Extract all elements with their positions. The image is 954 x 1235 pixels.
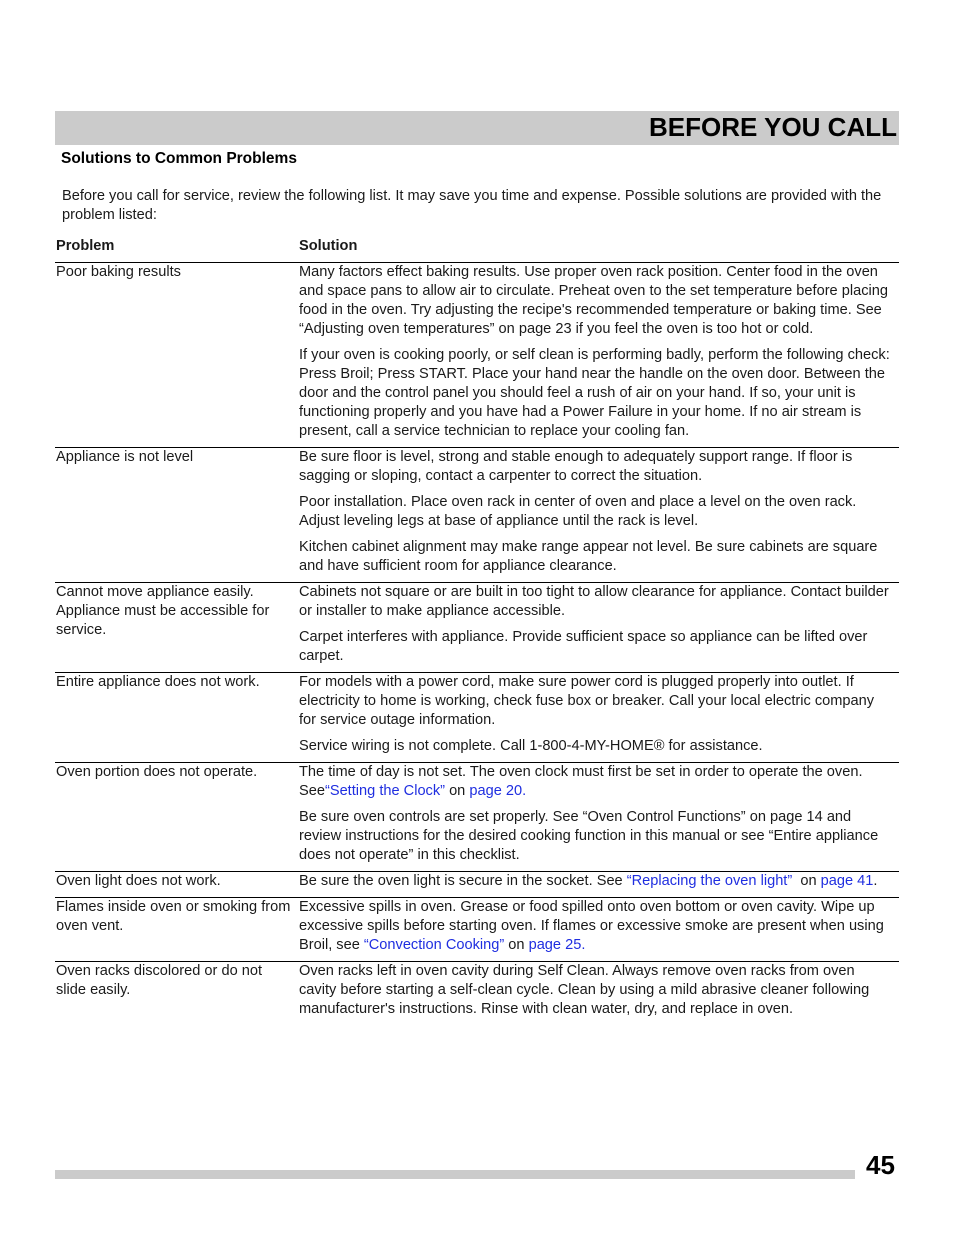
solution-text — [299, 763, 895, 801]
solution-text — [299, 898, 895, 955]
page-41-link[interactable]: page 41 — [820, 873, 874, 889]
page-25-link[interactable]: page 25. — [528, 937, 586, 953]
solution-text: Oven racks left in oven cavity during Self Clean. Always remove oven racks from oven cavity before starting a self-clean cycle. Clean by using a mild abrasive cleaner following manufacturer's instructions. Rinse with clean water, dry, and replace in oven. — [299, 963, 870, 1017]
column-header-solution: Solution — [299, 238, 358, 254]
table-row — [55, 763, 899, 872]
solution-text: If your oven is cooking poorly, or self clean is performing badly, perform the following check: Press Broil; Press START. Place your hand near the handle on the oven door. Between the door and the control panel you should feel a rush of air on your hand. If so, your unit is functioning properly and you have had a Power Failure in your home. If no air stream is present, call a service technician to replace your cooling fan. — [299, 347, 890, 439]
convection-cooking-link[interactable]: “Convection Cooking” — [363, 937, 505, 953]
page-title: BEFORE YOU CALL — [649, 112, 897, 142]
solution-text-part: The time of day is not set. The oven clock must first be set in order to operate the oven. See — [299, 764, 863, 799]
solution-text: Be sure oven controls are set properly. See “Oven Control Functions” on page 14 and review instructions for the desired cooking function in this manual or see “Entire appliance does not operate” in this checklist. — [299, 809, 879, 863]
solution-text: Many factors effect baking results. Use proper oven rack position. Center food in the oven and space pans to allow air to circulate. Preheat oven to the set temperature before placing food in the oven. Try adjusting the recipe's recommended temperature or baking time. See “Adjusting oven temperatures” on page 23 if you feel the oven is too hot or cold. — [299, 264, 888, 337]
problem-cell: Poor baking results — [56, 264, 181, 280]
solution-text-part: on — [445, 783, 470, 799]
column-header-problem: Problem — [56, 238, 115, 254]
title-bar — [55, 111, 899, 145]
solution-cell — [299, 872, 899, 897]
solution-text-part: Be sure the oven light is secure in the socket. See — [299, 873, 627, 889]
solution-cell — [299, 898, 899, 961]
solution-cell — [299, 763, 899, 871]
replacing-oven-light-link[interactable]: “Replacing the oven light” — [626, 873, 793, 889]
solution-text-part: Excessive spills in oven. Grease or food spilled onto oven bottom or oven cavity. Wipe up excessive spills before starting oven. If flames or excessive smoke are present when using Broil, see — [299, 899, 884, 953]
solution-text-part: on — [792, 873, 821, 889]
solution-text: Cabinets not square or are built in too tight to allow clearance for appliance. Contact builder or installer to make appliance accessible. — [299, 584, 889, 619]
table-row — [55, 583, 899, 673]
problem-cell: Entire appliance does not work. — [56, 674, 260, 690]
setting-the-clock-link[interactable]: “Setting the Clock” — [324, 783, 446, 799]
troubleshooting-table — [55, 236, 899, 1025]
solution-cell — [299, 448, 899, 582]
solution-cell — [299, 263, 899, 447]
table-row — [55, 263, 899, 448]
solution-cell — [299, 962, 899, 1025]
solution-text: Kitchen cabinet alignment may make range appear not level. Be sure cabinets are square and have sufficient room for appliance clearance. — [299, 539, 878, 574]
table-row — [55, 673, 899, 763]
problem-cell: Flames inside oven or smoking from oven vent. — [56, 899, 291, 934]
problem-cell: Oven light does not work. — [56, 873, 221, 889]
table-row — [55, 872, 899, 898]
problem-cell: Oven portion does not operate. — [56, 764, 258, 780]
table-row — [55, 898, 899, 962]
page-number: 45 — [866, 1150, 895, 1180]
footer-bar — [55, 1170, 855, 1179]
solution-text: Be sure floor is level, strong and stable enough to adequately support range. If floor is sagging or sloping, contact a carpenter to correct the situation. — [299, 449, 853, 484]
table-row — [55, 448, 899, 583]
solution-text-part: . — [873, 873, 878, 889]
solution-cell — [299, 673, 899, 762]
table-header — [55, 236, 899, 263]
solution-text — [299, 872, 895, 891]
section-heading: Solutions to Common Problems — [61, 150, 297, 167]
solution-text: Poor installation. Place oven rack in center of oven and place a level on the oven rack. Adjust leveling legs at base of appliance until the rack is level. — [299, 494, 857, 529]
solution-text: For models with a power cord, make sure power cord is plugged properly into outlet. If electricity to home is working, check fuse box or breaker. Call your local electric company for service outage information. — [299, 674, 875, 728]
solution-text: Service wiring is not complete. Call 1-800-4-MY-HOME® for assistance. — [299, 738, 763, 754]
problem-cell: Appliance is not level — [56, 449, 194, 465]
solution-text: Carpet interferes with appliance. Provide sufficient space so appliance can be lifted over carpet. — [299, 629, 868, 664]
problem-cell: Oven racks discolored or do not slide easily. — [56, 963, 263, 998]
intro-paragraph: Before you call for service, review the following list. It may save you time and expense. Possible solutions are provided with the problem listed: — [62, 188, 882, 223]
solution-cell — [299, 583, 899, 672]
table-row — [55, 962, 899, 1025]
problem-cell: Cannot move appliance easily. Appliance must be accessible for service. — [56, 584, 270, 638]
page-20-link[interactable]: page 20. — [469, 783, 527, 799]
solution-text-part: on — [504, 937, 529, 953]
